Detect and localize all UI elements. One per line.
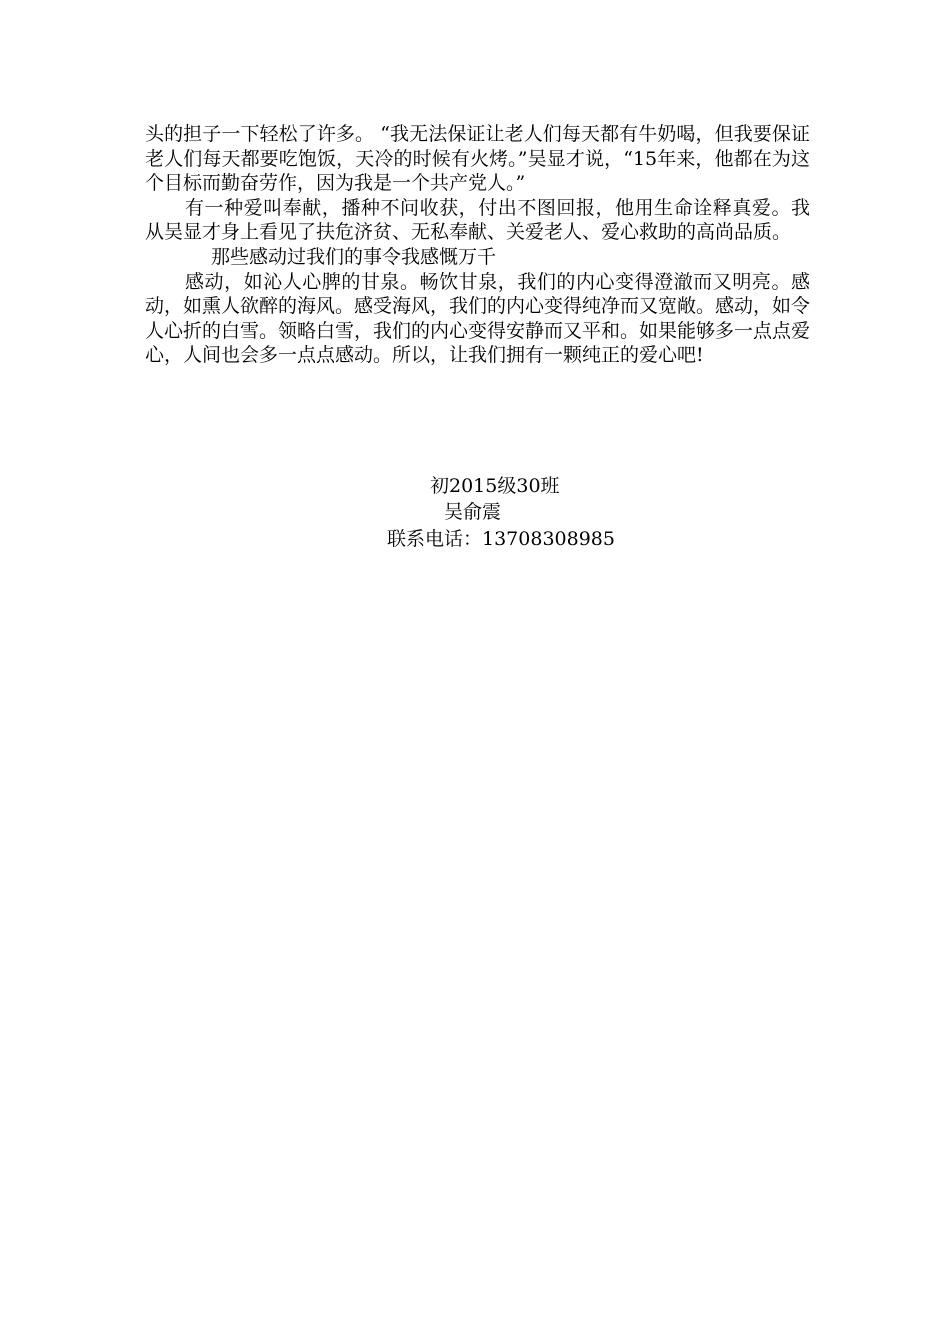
paragraph-conclusion: 感动，如沁人心脾的甘泉。畅饮甘泉，我们的内心变得澄澈而又明亮。感动，如熏人欲醉的海风。感受海风，我们的内心变得纯净而又宽敞。感动，如令人心折的白雪。领略白雪，我们的内心变得安静而又平和。如果能够多一点点爱心，人间也会多一点点感动。所以，让我们拥有一颗纯正的爱心吧!: [145, 270, 811, 367]
article-body: [145, 122, 810, 368]
author-class: 初2015级30班: [430, 475, 560, 497]
section-heading: 那些感动过我们的事令我感慨万千: [211, 245, 497, 268]
paragraph-continuation: 头的担子一下轻松了许多。 “我无法保证让老人们每天都有牛奶喝，但我要保证老人们每天都要吃饱饭，天冷的时候有火烤。”吴显才说，“15年来，他都在为这个目标而勤奋劳作，因为我是一个共产党人。”: [145, 123, 810, 195]
author-name: 吴俞震: [444, 501, 502, 523]
paragraph-dedication: 有一种爱叫奉献，播种不问收获，付出不图回报，他用生命诠释真爱。我从吴显才身上看见了扶危济贫、无私奉献、关爱老人、爱心救助的高尚品质。: [145, 196, 810, 244]
author-phone: 联系电话：13708308985: [387, 528, 615, 550]
